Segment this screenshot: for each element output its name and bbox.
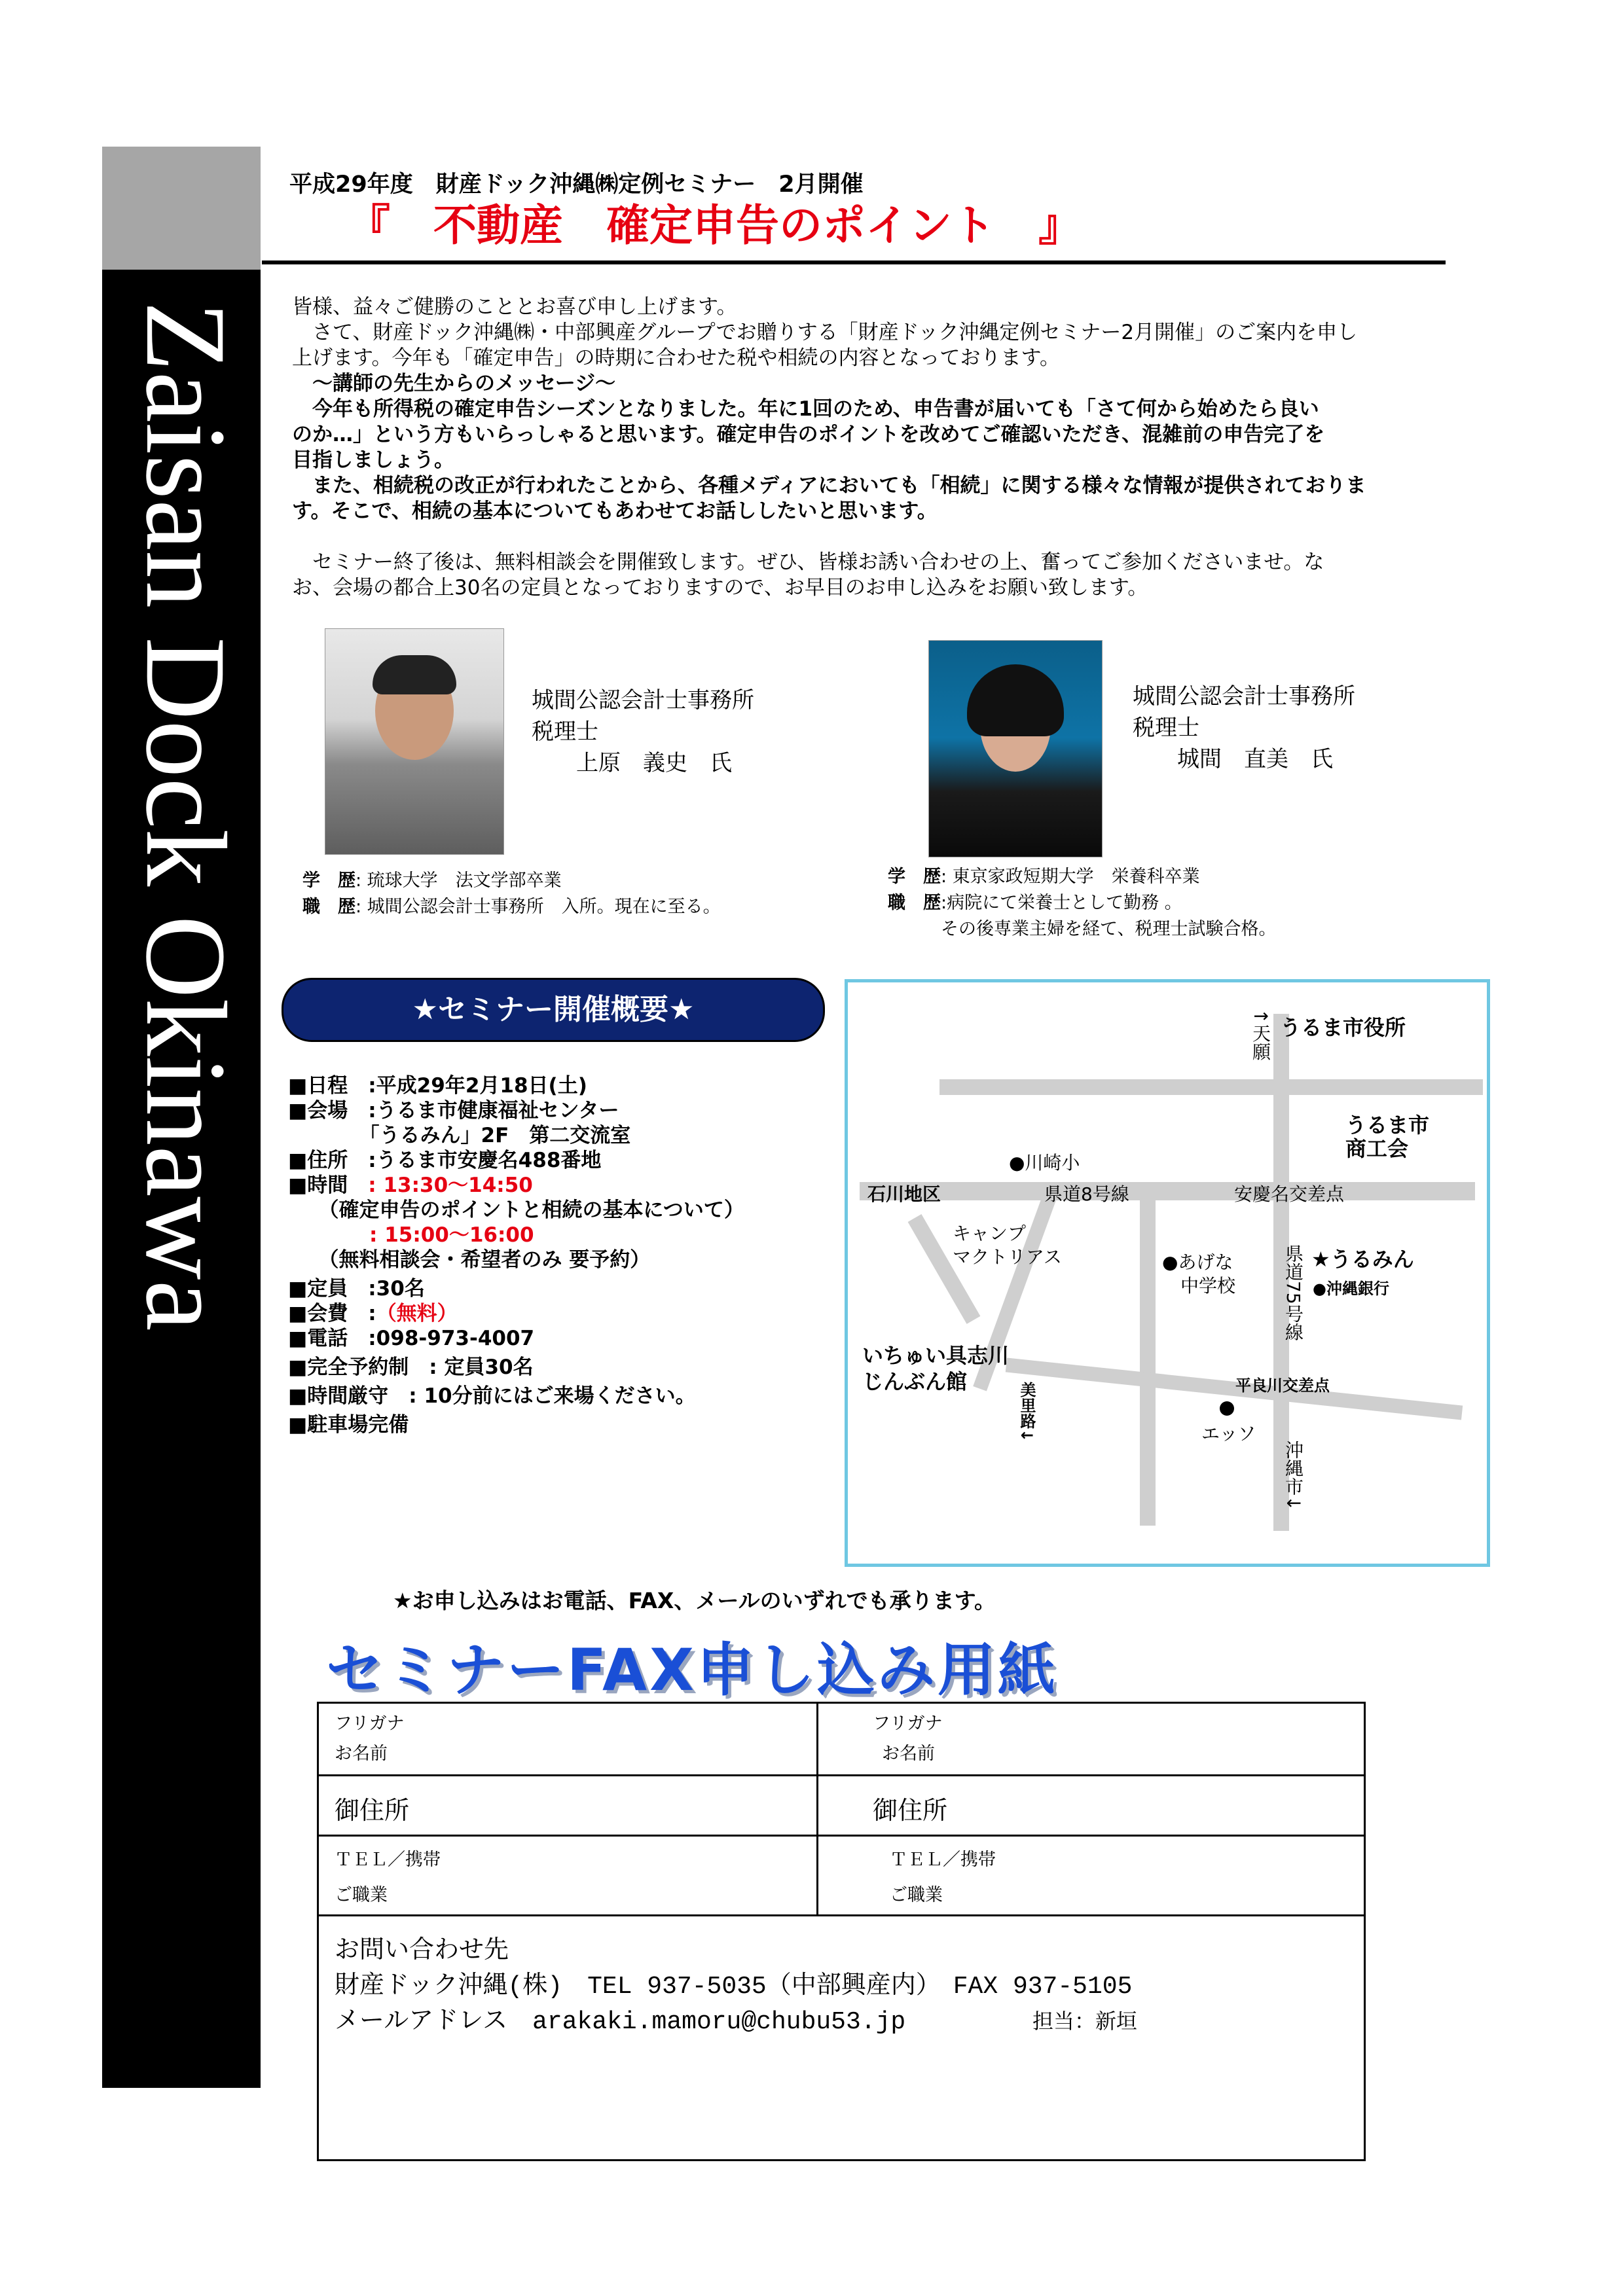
page-title: 『 不動産 確定申告のポイント 』 [347,200,1082,251]
map-label-misato: 美里路↓ [1017,1382,1036,1443]
map-label-ishikawa: 石川地区 [867,1183,941,1205]
time-session-1-note: （確定申告のポイントと相続の基本について） [288,1198,744,1222]
closing-line: お、会場の都合上30名の定員となっておりますので、お早目のお申し込みをお願い致します。 [292,576,1148,600]
career-label: 職 歴 [302,897,356,917]
header-rule [262,260,1446,264]
form-divider [319,1914,1364,1916]
map-label-route8: 県道8号線 [1044,1183,1129,1205]
career-value: :病院にて栄養士として勤務 。 [941,893,1182,913]
speaker-photo-shiroma [928,640,1103,857]
form-divider [816,1704,818,1914]
overview-row: ■電話 :098-973-4007 [288,1327,535,1350]
job-field-2[interactable]: ご職業 [890,1885,943,1905]
furigana-label: フリガナ [335,1713,405,1733]
name-field-2[interactable]: お名前 [882,1744,935,1763]
header-subtitle: 平成29年度 財産ドック沖縄㈱定例セミナー 2月開催 [289,171,864,198]
intro-line: 上げます。今年も「確定申告」の時期に合わせた税や相続の内容となっております。 [292,346,1061,370]
message-line: のか…」という方もいらっしゃると思います。確定申告のポイントを改めてご確認いただき、混雑前の申告完了を [292,423,1325,446]
speaker-role: 税理士 [532,719,598,745]
address-field-1[interactable]: 御住所 [335,1797,410,1825]
closing-line: セミナー終了後は、無料相談会を開催致します。ぜひ、皆様お誘い合わせの上、奮ってご参加くださいませ。な [292,550,1324,574]
message-line: 目指しましょう。 [292,448,454,472]
form-divider [319,1774,1364,1776]
map-label-okinawa-city: 沖縄市↓ [1283,1441,1304,1511]
message-line: また、相続税の改正が行われたことから、各種メディアにおいても「相続」に関する様々な情報が提供されておりま [292,474,1366,497]
map-label-camp: キャンプ マクトリアス [953,1223,1062,1268]
time-session-2-note: （無料相談会・希望者のみ 要予約） [288,1248,651,1272]
fax-form-title: セミナーFAX申し込み用紙 [326,1636,1058,1704]
message-heading: ～講師の先生からのメッセージ～ [292,372,616,395]
time-session-1: : 13:30～14:50 [348,1174,533,1197]
map-label-city-hall: うるま市役所 [1280,1015,1406,1040]
intro-line: 皆様、益々ご健勝のこととお喜び申し上げます。 [292,295,737,319]
speaker-office: 城間公認会計士事務所 [1133,683,1355,709]
fee-label: ■会費 : [288,1302,376,1325]
career-label: 職 歴 [888,893,941,913]
contact-person: 担当：新垣 [1032,2009,1138,2033]
overview-row: ■完全予約制 : 定員30名 [288,1355,534,1379]
map-road [1006,1357,1463,1420]
hair-shape [373,655,456,694]
education-label: 学 歴 [302,870,356,891]
time-session-2: : 15:00～16:00 [349,1223,534,1247]
overview-row: ■駐車場完備 [288,1413,409,1437]
map-label-urumin: ★うるみん [1311,1247,1414,1272]
overview-row: ■住所 :うるま市安慶名488番地 [288,1149,602,1172]
map-label-route75: 県道75号線 [1283,1244,1304,1341]
education-value: : 東京家政短期大学 栄養科卒業 [941,867,1200,887]
inquiry-email[interactable]: メールアドレス arakaki.mamoru@chubu53.jp [335,2008,906,2036]
map-label-kawasaki: ●川崎小 [1009,1152,1080,1174]
education-value: : 琉球大学 法文学部卒業 [356,870,562,891]
contact-note: ★お申し込みはお電話、FAX、メールのいずれでも承ります。 [393,1588,996,1613]
message-line: 今年も所得税の確定申告シーズンとなりました。年に1回のため、申告書が届いても「さて何から始めたら良い [292,397,1319,421]
message-line: す。そこで、相続の基本についてもあわせてお話ししたいと思います。 [292,499,938,523]
map-label-esso: エッソ [1201,1423,1256,1444]
overview-row: ■時間厳守 : 10分前にはご来場ください。 [288,1384,696,1408]
map-marker-esso [1220,1401,1234,1416]
map-label-agena-junction: 安慶名交差点 [1234,1183,1345,1205]
speaker-photo-uehara [325,628,504,855]
overview-row: ■日程 :平成29年2月18日(土) [288,1074,587,1098]
speaker-office: 城間公認会計士事務所 [532,687,754,713]
career-continued: その後専業主婦を経て、税理士試験合格。 [888,919,1277,939]
inquiry-title: お問い合わせ先 [335,1936,509,1964]
fee-value: （無料） [376,1302,458,1325]
name-field-1[interactable]: お名前 [335,1744,388,1763]
hair-shape [967,664,1064,736]
map-label-tengan: ↑天願 [1250,1009,1271,1061]
overview-row: ■定員 :30名 [288,1277,425,1300]
map-label-chamber: うるま市 商工会 [1345,1113,1430,1161]
map-road [939,1079,1483,1095]
sidebar-gray-block [102,147,261,270]
map-label-hiragawa: 平良川交差点 [1235,1376,1330,1395]
speaker-name: 城間 直美 氏 [1133,746,1333,772]
map-road [860,1182,1475,1200]
furigana-label: フリガナ [873,1713,943,1733]
career-value: : 城間公認会計士事務所 入所。現在に至る。 [356,897,721,917]
job-field-1[interactable]: ご職業 [335,1885,388,1905]
form-divider [319,1835,1364,1837]
speaker-role: 税理士 [1133,715,1199,741]
map-label-okinawa-bank: ●沖縄銀行 [1313,1280,1389,1298]
map-road [1140,1185,1156,1526]
tel-field-1[interactable]: ＴＥＬ／携帯 [335,1850,441,1869]
overview-heading: ★セミナー開催概要★ [282,978,825,1042]
fax-application-form [317,1702,1366,2161]
inquiry-phone-fax: 財産ドック沖縄(株) TEL 937-5035（中部興産内） FAX 937-5105 [335,1973,1133,2001]
overview-row: ■会場 :うるま市健康福祉センター [288,1099,619,1122]
speaker-name: 上原 義史 氏 [532,750,732,776]
sidebar-brand-text: Zaisan Dock Okinawa [122,301,249,1331]
address-field-2[interactable]: 御住所 [873,1797,948,1825]
time-label: ■時間 [288,1174,348,1197]
overview-row: 「うるみん」2F 第二交流室 [288,1124,631,1147]
intro-line: さて、財産ドック沖縄㈱・中部興産グループでお贈りする「財産ドック沖縄定例セミナー2月開催」のご案内を申し [292,321,1358,344]
venue-map [845,979,1490,1567]
tel-field-2[interactable]: ＴＥＬ／携帯 [890,1850,996,1869]
map-label-ichui: いちゅい具志川 じんぶん館 [862,1343,1010,1394]
map-label-agena-school: ●あげな 中学校 [1162,1251,1236,1297]
education-label: 学 歴 [888,867,941,887]
